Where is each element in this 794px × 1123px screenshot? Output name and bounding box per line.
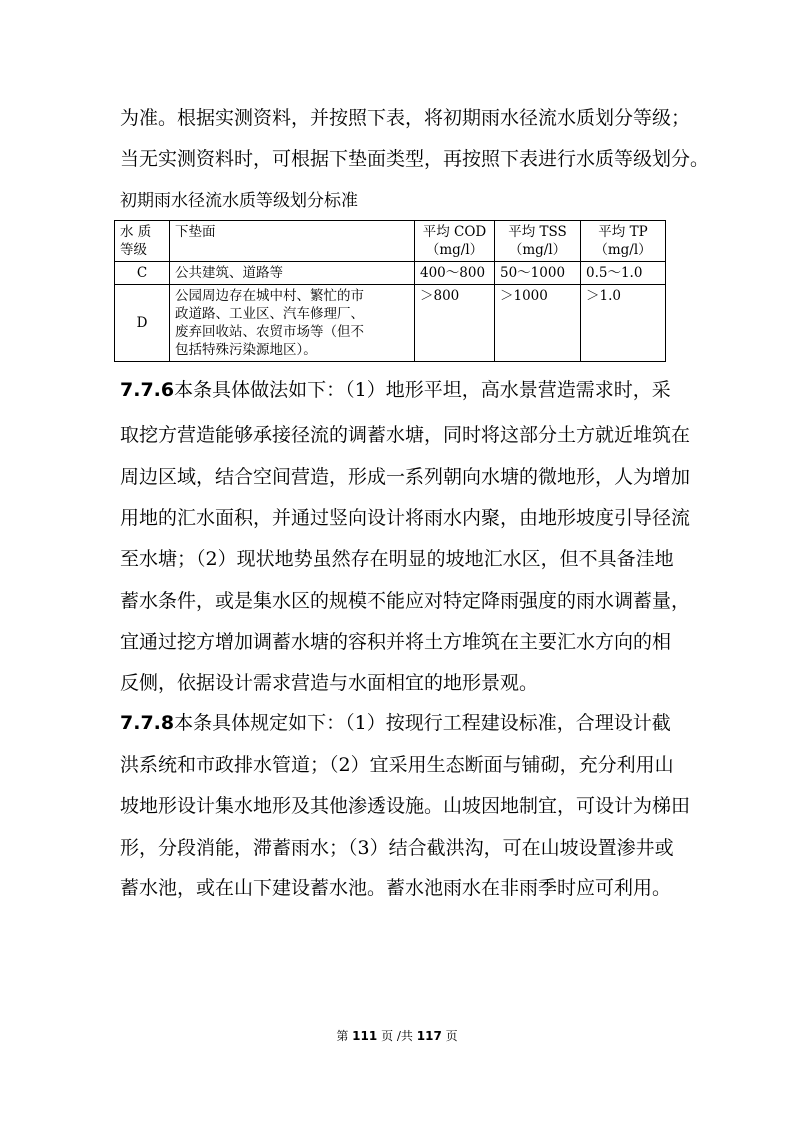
intro-line-1: 为准。根据实测资料，并按照下表，将初期雨水径流水质划分等级； (120, 107, 691, 129)
table-row (115, 285, 666, 362)
intro-line-2: 当无实测资料时，可根据下垫面类型，再按照下表进行水质等级划分。 (120, 148, 710, 170)
section-778-line-1: 7.7.8本条具体规定如下：（1）按现行工程建设标准，合理设计截 (120, 712, 671, 734)
cell-cod: 400～800 (415, 262, 495, 285)
section-776-line-3: 周边区域，结合空间营造，形成一系列朝向水塘的微地形，人为增加 (120, 466, 691, 488)
section-776-line-5: 至水塘；（2）现状地势虽然存在明显的坡地汇水区，但不具备洼地 (120, 548, 674, 570)
cell-grade: C (115, 262, 170, 285)
header-surface: 下垫面 (170, 221, 415, 262)
cell-surface: 公共建筑、道路等 (170, 262, 415, 285)
cell-grade: D (115, 285, 170, 362)
table-header-row (115, 221, 666, 262)
table-row (115, 262, 666, 285)
section-778-line-2: 洪系统和市政排水管道；（2）宜采用生态断面与铺砌，充分利用山 (120, 754, 674, 776)
section-778-line-5: 蓄水池，或在山下建设蓄水池。蓄水池雨水在非雨季时应可利用。 (120, 877, 672, 899)
cell-tp: 0.5～1.0 (581, 262, 666, 285)
page-footer: 第 111 页 /共 117 页 (336, 1029, 458, 1043)
current-page-number: 111 (352, 1029, 378, 1043)
total-page-number: 117 (416, 1029, 442, 1043)
header-tp: 平均 TP （mg/l） (581, 221, 666, 262)
header-cod: 平均 COD （mg/l） (415, 221, 495, 262)
section-778-line-3: 坡地形设计集水地形及其他渗透设施。山坡因地制宜，可设计为梯田 (120, 795, 691, 817)
section-number: 7.7.6 (120, 379, 175, 401)
section-776-line-1: 7.7.6本条具体做法如下：（1）地形平坦，高水景营造需求时，采 (120, 379, 671, 401)
cell-cod: ＞800 (415, 285, 495, 362)
section-778-line-4: 形，分段消能，滞蓄雨水；（3）结合截洪沟，可在山坡设置渗井或 (120, 837, 674, 859)
cell-tss: 50～1000 (495, 262, 581, 285)
cell-tss: ＞1000 (495, 285, 581, 362)
cell-surface: 公园周边存在城中村、繁忙的市 政道路、工业区、汽车修理厂、 废弃回收站、农贸市场等（但不 包括特殊污染源地区）。 (170, 285, 415, 362)
water-quality-table (114, 220, 666, 362)
section-776-line-4: 用地的汇水面积，并通过竖向设计将雨水内聚，由地形坡度引导径流 (120, 507, 691, 529)
table-caption: 初期雨水径流水质等级划分标准 (120, 191, 358, 211)
section-776-line-8: 反侧，依据设计需求营造与水面相宜的地形景观。 (120, 672, 539, 694)
header-grade: 水 质 等级 (115, 221, 170, 262)
section-776-line-7: 宜通过挖方增加调蓄水塘的容积并将土方堆筑在主要汇水方向的相 (120, 631, 672, 653)
section-776-line-6: 蓄水条件，或是集水区的规模不能应对特定降雨强度的雨水调蓄量， (120, 590, 691, 612)
section-number: 7.7.8 (120, 712, 175, 734)
cell-tp: ＞1.0 (581, 285, 666, 362)
section-776-line-2: 取挖方营造能够承接径流的调蓄水塘，同时将这部分土方就近堆筑在 (120, 424, 691, 446)
header-tss: 平均 TSS （mg/l） (495, 221, 581, 262)
